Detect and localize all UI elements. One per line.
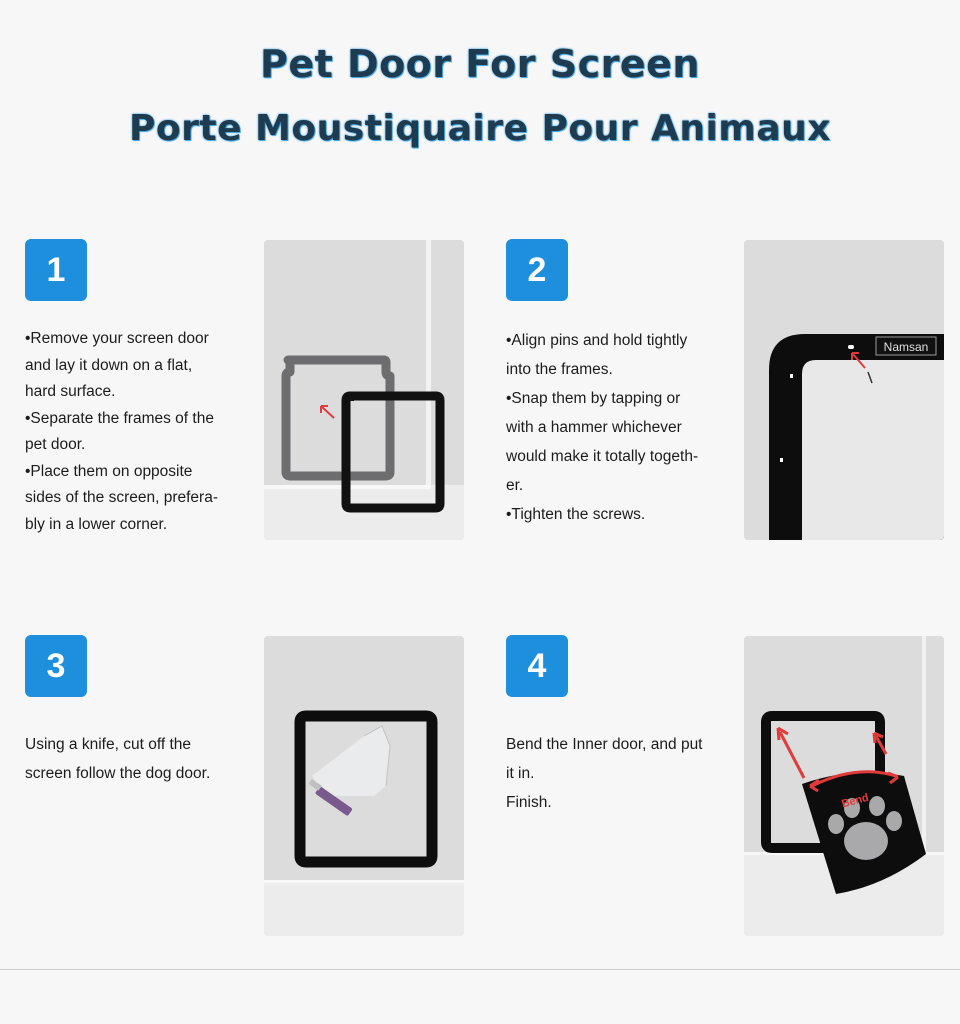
- step-2-line: would make it totally togeth-: [506, 448, 699, 465]
- step-1-line: •Place them on opposite: [25, 462, 193, 480]
- step-2-text: [506, 326, 731, 529]
- step-4-line: Finish.: [506, 794, 552, 811]
- bend-label: Bend: [840, 791, 871, 811]
- step-1-line: hard surface.: [25, 383, 116, 400]
- step-3-badge: 3: [25, 635, 87, 697]
- step-3-text: [25, 730, 250, 788]
- step-2-line: •Align pins and hold tightly: [506, 332, 688, 349]
- step-1-line: and lay it down on a flat,: [25, 356, 193, 374]
- step-1-text: [25, 326, 250, 538]
- step-2-badge: 2: [506, 239, 568, 301]
- step-1-line: •Separate the frames of the: [25, 409, 214, 427]
- step-2-line: er.: [506, 477, 524, 494]
- step-3-illustration: [264, 636, 464, 936]
- step-2-line: into the frames.: [506, 361, 613, 378]
- divider: [0, 969, 960, 970]
- step-1-badge: 1: [25, 239, 87, 301]
- step-1-line: bly in a lower corner.: [25, 515, 168, 533]
- page-subtitle: Porte Moustiquaire Pour Animaux: [129, 108, 831, 149]
- step-2-line: with a hammer whichever: [506, 419, 682, 436]
- step-4-badge: 4: [506, 635, 568, 697]
- step-1-illustration: [264, 240, 464, 540]
- step-1-line: •Remove your screen door: [25, 330, 209, 347]
- step-4-illustration: [744, 636, 944, 936]
- brand-label: Namsan: [883, 340, 929, 354]
- step-3-line: Using a knife, cut off the: [25, 736, 192, 753]
- step-2-illustration: [744, 240, 944, 540]
- step-4-line: it in.: [506, 765, 535, 782]
- step-4-text: [506, 730, 731, 817]
- step-1-line: sides of the screen, prefera-: [25, 489, 218, 506]
- step-2-line: •Snap them by tapping or: [506, 390, 681, 407]
- step-4-line: Bend the Inner door, and put: [506, 736, 703, 753]
- step-1-line: pet door.: [25, 436, 86, 453]
- step-2-line: •Tighten the screws.: [506, 506, 646, 523]
- step-3-line: screen follow the dog door.: [25, 765, 211, 782]
- page-title: Pet Door For Screen: [260, 42, 700, 86]
